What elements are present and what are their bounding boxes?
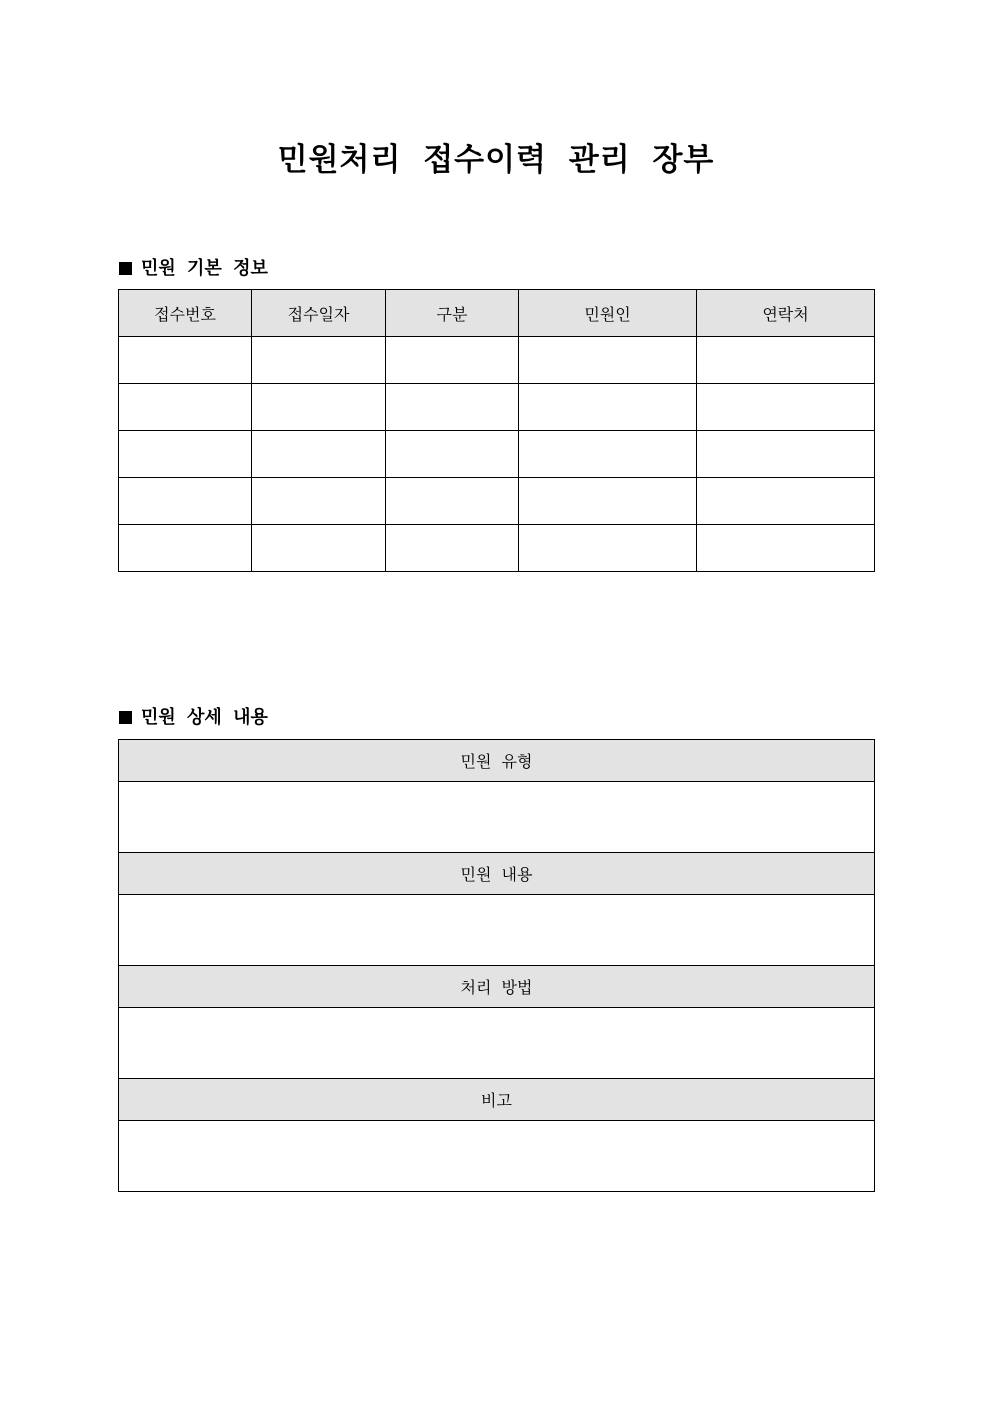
detail-label-complaint-content: 민원 내용 xyxy=(119,853,875,895)
section-heading-text: 민원 기본 정보 xyxy=(141,258,268,279)
table-cell[interactable] xyxy=(697,337,875,384)
table-cell[interactable] xyxy=(519,431,697,478)
table-cell[interactable] xyxy=(386,478,519,525)
square-bullet-icon xyxy=(119,711,132,724)
table-cell[interactable] xyxy=(252,431,386,478)
section-heading-details xyxy=(119,703,268,729)
table-row xyxy=(119,478,875,525)
detail-label-handling-method: 처리 방법 xyxy=(119,966,875,1008)
table-row xyxy=(119,384,875,431)
table-cell[interactable] xyxy=(119,337,252,384)
detail-field-handling-method[interactable] xyxy=(119,1008,875,1079)
table-cell[interactable] xyxy=(252,384,386,431)
table-row xyxy=(119,431,875,478)
column-header-receipt-number: 접수번호 xyxy=(119,290,252,337)
table-cell[interactable] xyxy=(386,525,519,572)
table-cell[interactable] xyxy=(386,384,519,431)
table-cell[interactable] xyxy=(697,431,875,478)
table-cell[interactable] xyxy=(119,384,252,431)
table-cell[interactable] xyxy=(697,478,875,525)
table-cell[interactable] xyxy=(519,525,697,572)
table-cell[interactable] xyxy=(252,525,386,572)
section-heading-text: 민원 상세 내용 xyxy=(141,707,268,728)
table-cell[interactable] xyxy=(119,478,252,525)
table-cell[interactable] xyxy=(697,384,875,431)
table-header-row xyxy=(119,290,875,337)
detail-label-remarks: 비고 xyxy=(119,1079,875,1121)
column-header-applicant: 민원인 xyxy=(519,290,697,337)
column-header-category: 구분 xyxy=(386,290,519,337)
basic-info-table xyxy=(118,289,875,572)
table-row xyxy=(119,337,875,384)
square-bullet-icon xyxy=(119,262,132,275)
table-cell[interactable] xyxy=(119,431,252,478)
page-title: 민원처리 접수이력 관리 장부 xyxy=(277,142,715,178)
section-heading-basic-info xyxy=(119,254,268,280)
table-cell[interactable] xyxy=(252,478,386,525)
column-header-receipt-date: 접수일자 xyxy=(252,290,386,337)
detail-field-complaint-type[interactable] xyxy=(119,782,875,853)
detail-field-remarks[interactable] xyxy=(119,1121,875,1192)
table-cell[interactable] xyxy=(386,431,519,478)
details-table xyxy=(118,739,875,1192)
table-cell[interactable] xyxy=(119,525,252,572)
table-cell[interactable] xyxy=(386,337,519,384)
table-row xyxy=(119,525,875,572)
table-cell[interactable] xyxy=(519,478,697,525)
detail-field-complaint-content[interactable] xyxy=(119,895,875,966)
table-cell[interactable] xyxy=(252,337,386,384)
table-cell[interactable] xyxy=(697,525,875,572)
table-cell[interactable] xyxy=(519,337,697,384)
table-cell[interactable] xyxy=(519,384,697,431)
column-header-contact: 연락처 xyxy=(697,290,875,337)
detail-label-complaint-type: 민원 유형 xyxy=(119,740,875,782)
